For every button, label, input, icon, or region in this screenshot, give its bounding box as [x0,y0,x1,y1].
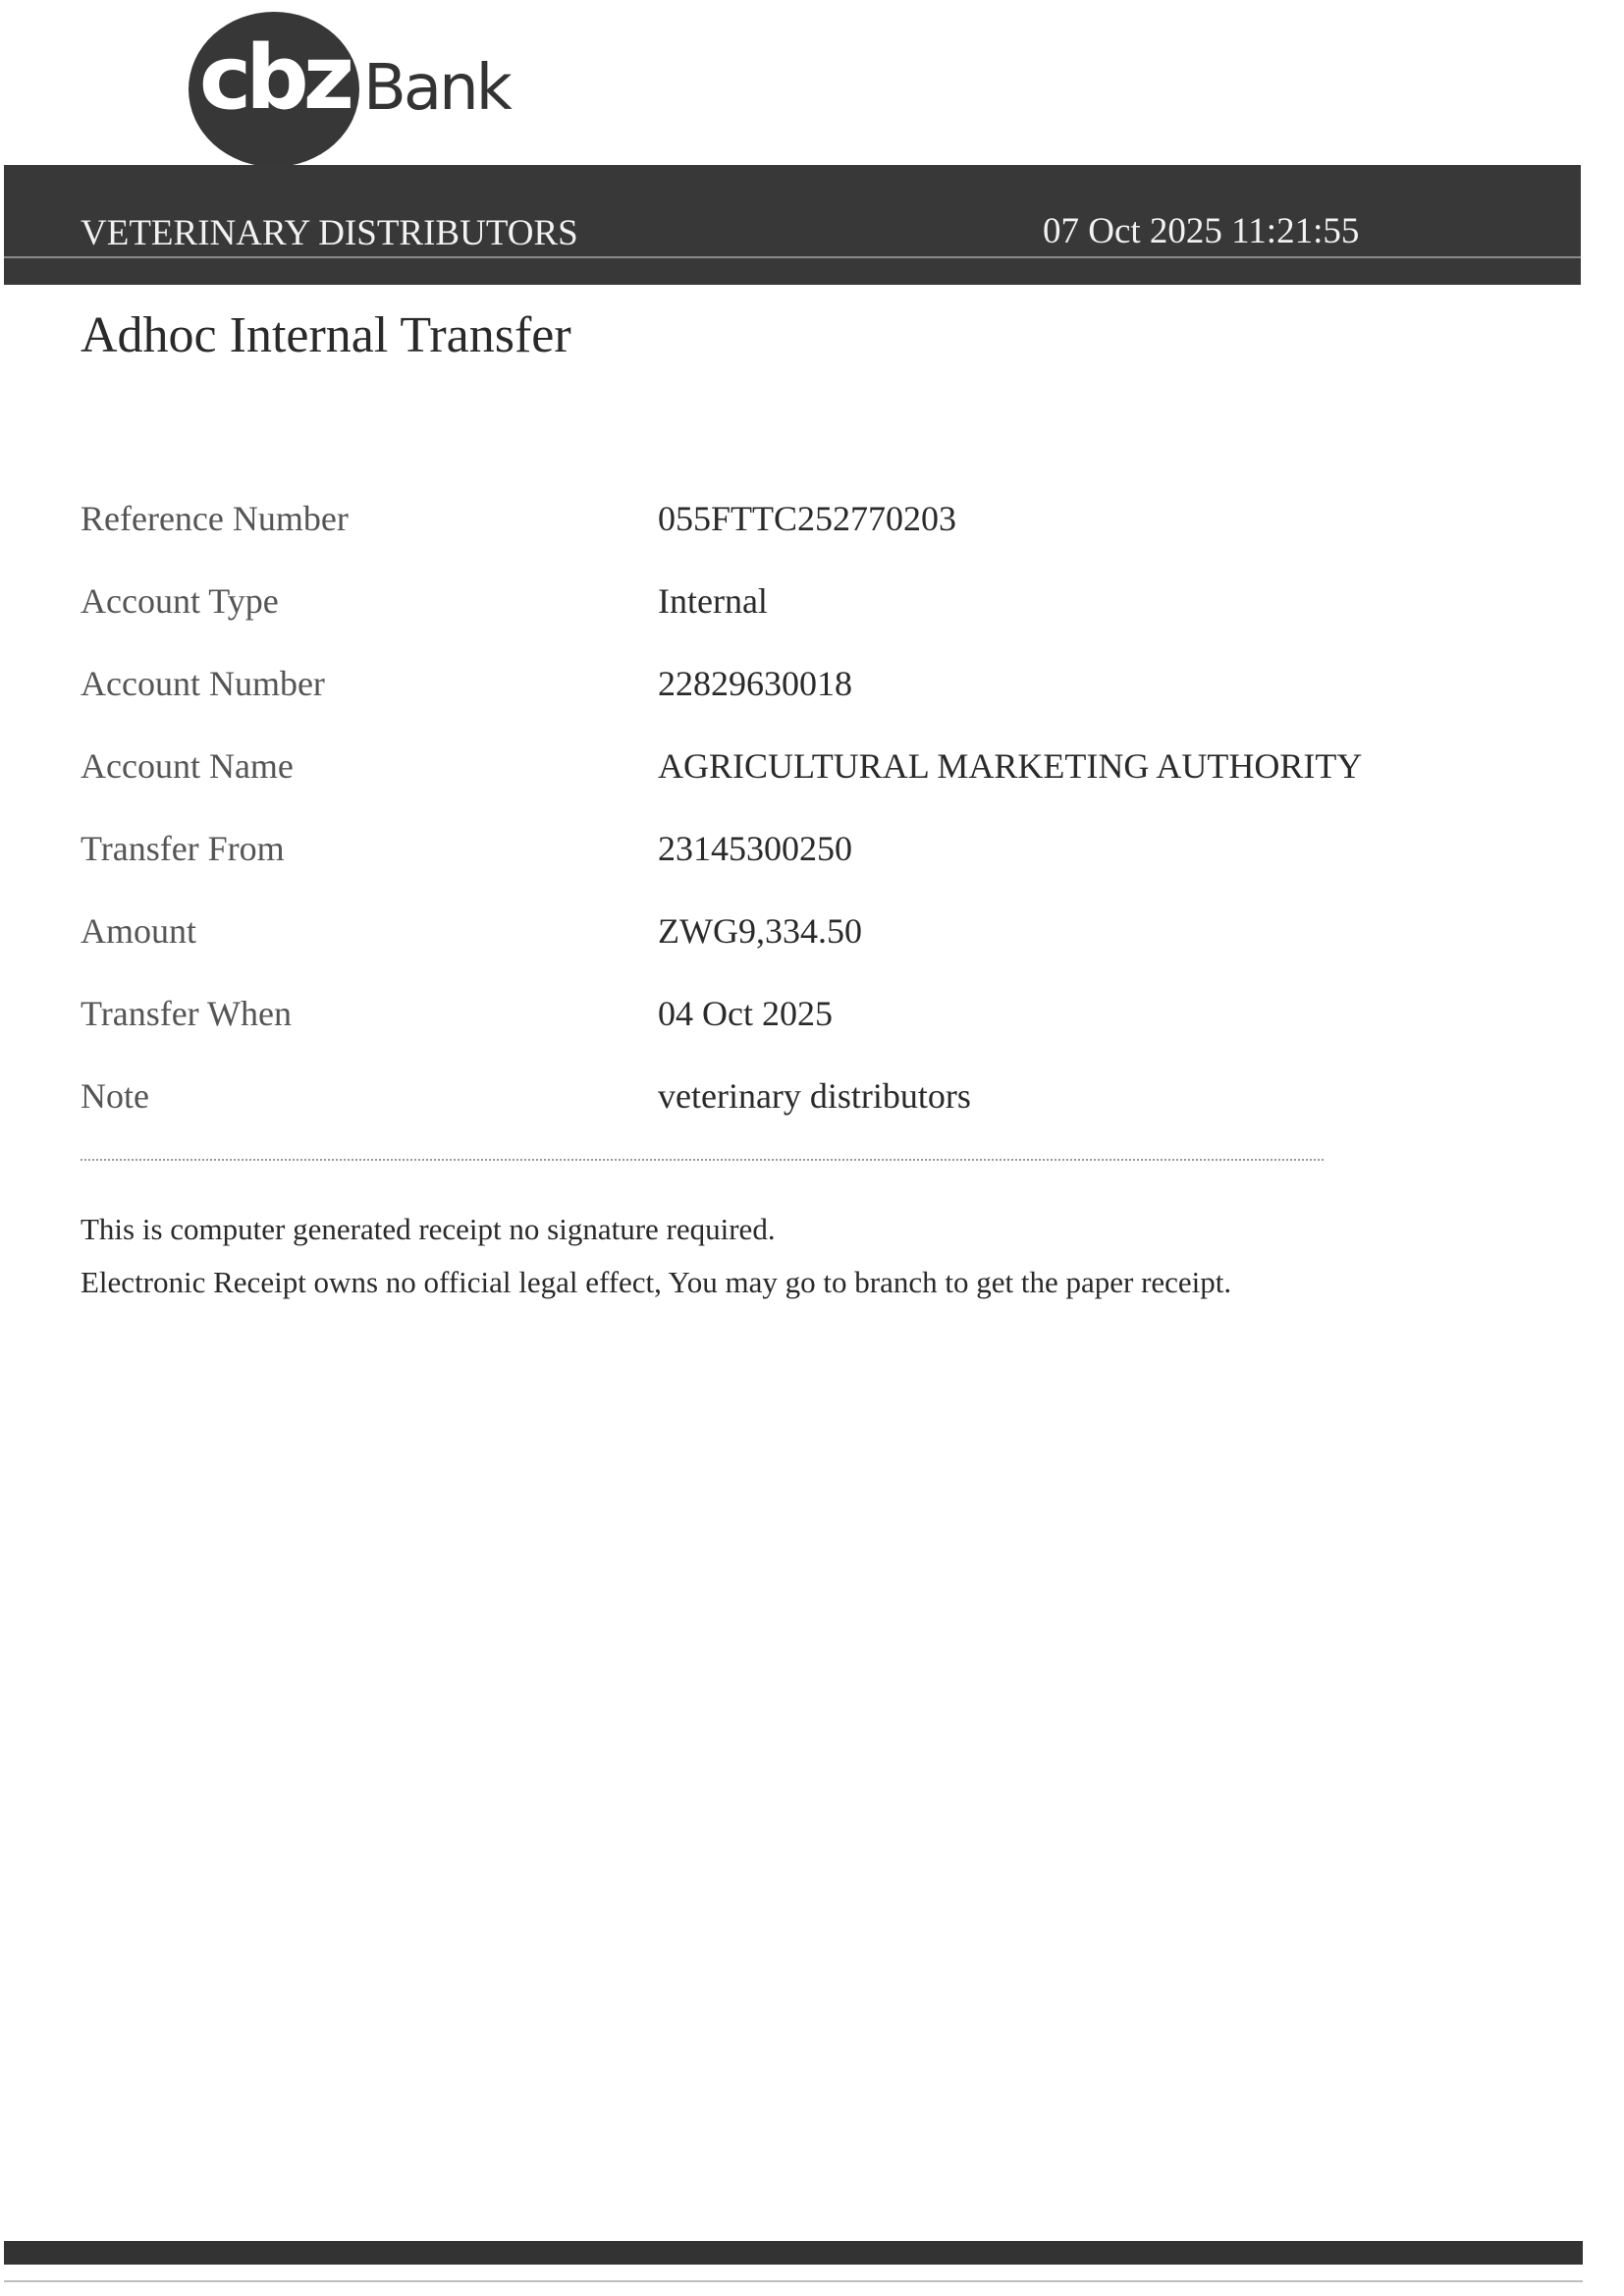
dotted-divider [81,1159,1324,1161]
header-datetime: 07 Oct 2025 11:21:55 [1043,211,1360,251]
detail-value: 23145300250 [658,829,852,868]
bottom-bar [4,2241,1583,2265]
detail-row-account-type [81,574,1455,656]
detail-value: 04 Oct 2025 [658,994,833,1033]
detail-label: Amount [81,911,197,951]
cbz-bank-logo [189,12,552,167]
detail-row-note [81,1068,1455,1151]
detail-value: AGRICULTURAL MARKETING AUTHORITY [658,746,1363,786]
header-bar [4,165,1581,285]
detail-row-amount [81,903,1455,986]
detail-value: 055FTTC252770203 [658,499,957,538]
detail-row-transfer-when [81,986,1455,1068]
transfer-details [81,491,1455,1151]
detail-label: Reference Number [81,499,349,538]
detail-value: ZWG9,334.50 [658,911,862,951]
detail-label: Account Type [81,581,279,621]
detail-value: Internal [658,581,768,621]
detail-row-reference-number [81,491,1455,574]
detail-label: Account Number [81,664,325,703]
document-title: Adhoc Internal Transfer [81,307,571,363]
detail-row-account-name [81,738,1455,821]
logo-word-text: Bank [363,52,510,125]
header-stripe [4,256,1581,258]
detail-label: Transfer From [81,829,285,868]
detail-row-account-number [81,656,1455,738]
detail-row-transfer-from [81,821,1455,903]
detail-value: 22829630018 [658,664,852,703]
logo-mark-text: cbz [198,27,350,130]
detail-value: veterinary distributors [658,1076,971,1116]
detail-label: Note [81,1076,149,1116]
footer-note-signature: This is computer generated receipt no signature required. [81,1212,776,1246]
header-company-name: VETERINARY DISTRIBUTORS [81,213,578,253]
detail-label: Account Name [81,746,294,786]
footer-note-legal: Electronic Receipt owns no official legal effect, You may go to branch to get the paper receipt. [81,1265,1232,1299]
bottom-rule [4,2280,1583,2282]
detail-label: Transfer When [81,994,292,1033]
